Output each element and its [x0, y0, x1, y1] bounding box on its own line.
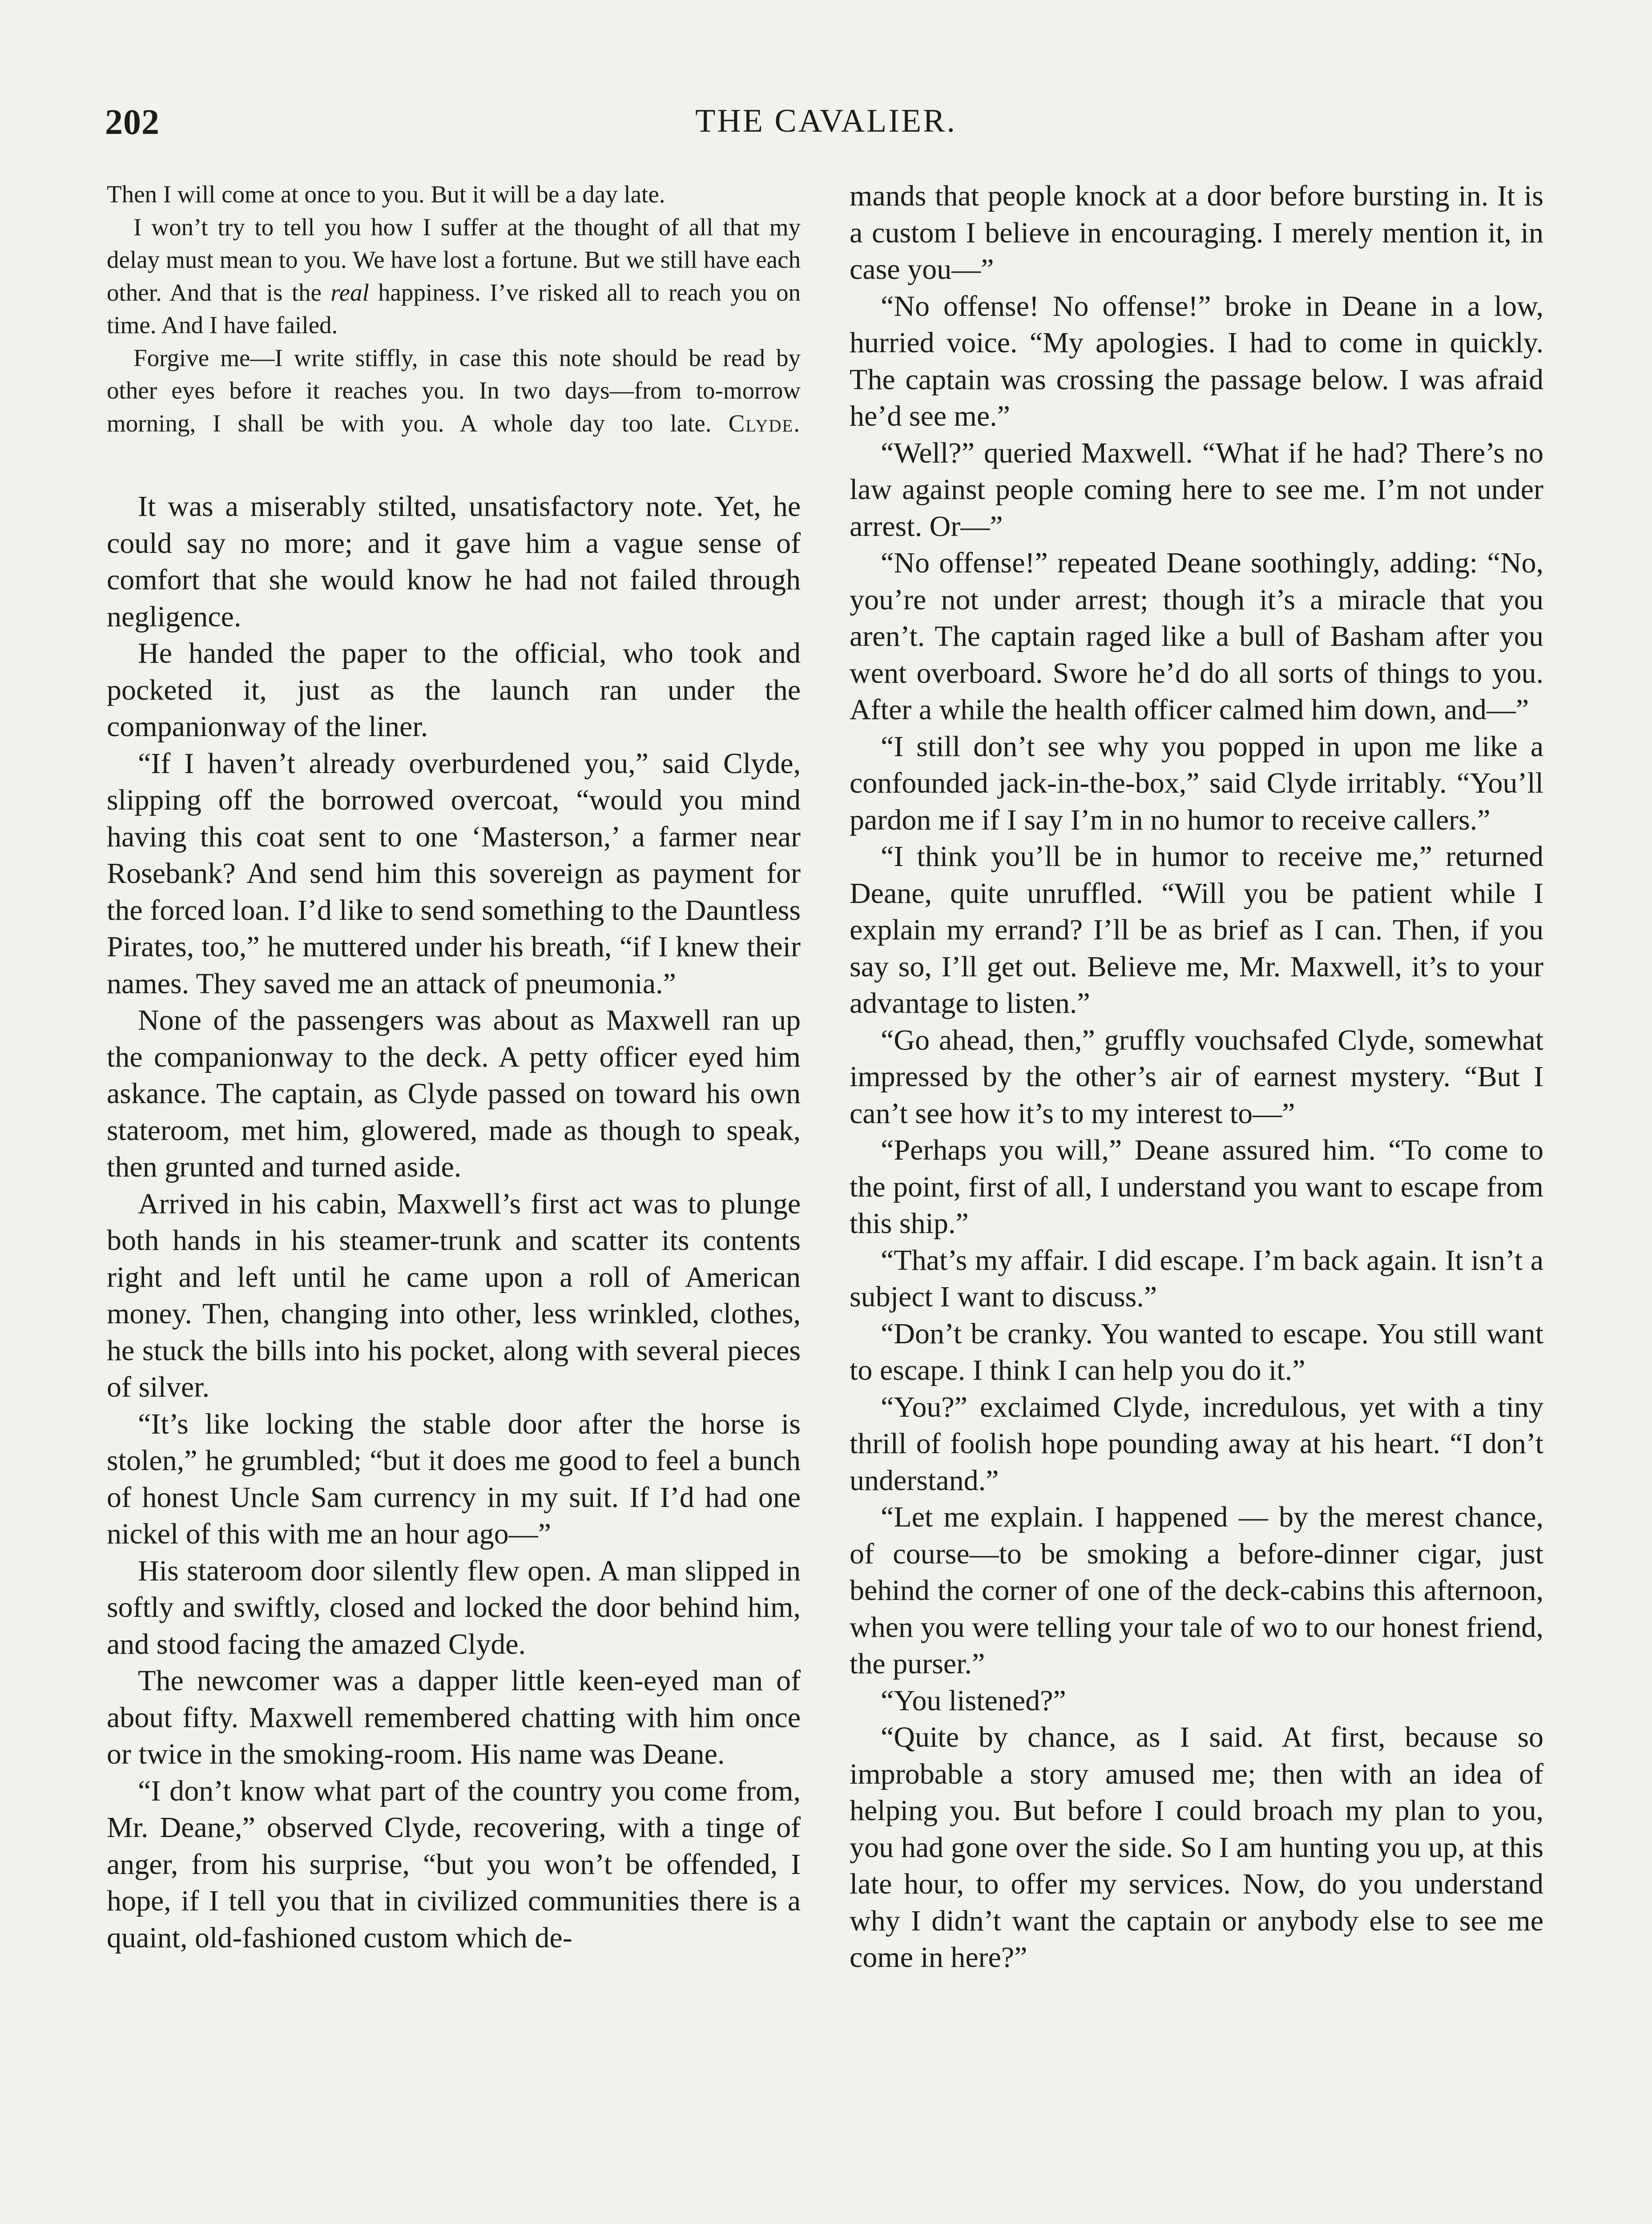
story-paragraph: “It’s like locking the stable door after the horse is stolen,” he grumbled; “but it does me good to feel a bunch of honest Uncle Sam currency in my suit. If I’d had one nickel of this with me an hour ago—” [107, 1407, 801, 1550]
story-paragraph: It was a miserably stilted, unsatisfactory note. Yet, he could say no more; and it gave him a vague sense of comfort that she would know he had not failed through negligence. [107, 490, 801, 633]
letter-signature: Clyde. [728, 409, 801, 437]
story-paragraph: “You listened?” [881, 1684, 1066, 1717]
story-paragraph: “Perhaps you will,” Deane assured him. “To come to the point, first of all, I understand you want to escape from this ship.” [850, 1134, 1543, 1240]
story-paragraph-continued: mands that people knock at a door before bursting in. It is a custom I believe in encouraging. I merely mention it, in case you—” [850, 180, 1543, 286]
story-paragraph: The newcomer was a dapper little keen-eyed man of about fifty. Maxwell remembered chatting with him once or twice in the smoking-room. His name was Deane. [107, 1664, 801, 1770]
story-paragraph: “Let me explain. I happened — by the merest chance, of course—to be smoking a before-dinner cigar, just behind the corner of one of the deck-cabins this afternoon, when you were telling your tale of wo to our honest friend, the purser.” [850, 1501, 1543, 1680]
running-head: THE CAVALIER. [695, 103, 957, 139]
story-paragraph: “That’s my affair. I did escape. I’m back again. It isn’t a subject I want to discuss.” [850, 1244, 1543, 1313]
story-paragraph: “Well?” queried Maxwell. “What if he had? There’s no law against people coming here to see me. I’m not under arrest. Or—” [850, 436, 1543, 543]
story-paragraph: “No offense! No offense!” broke in Deane in a low, hurried voice. “My apologies. I had to come in quickly. The captain was crossing the passage below. I was afraid he’d see me.” [850, 290, 1543, 432]
story-paragraph: “I still don’t see why you popped in upon me like a confounded jack-in-the-box,” said Clyde irritably. “You’ll pardon me if I say I’m in no humor to receive callers.” [850, 730, 1543, 836]
story-paragraph: Arrived in his cabin, Maxwell’s first act was to plunge both hands in his steamer-trunk and scatter its contents right and left until he came upon a roll of American money. Then, changing into other, less wrinkled, clothes, he stuck the bills into his pocket, along with several pieces of silver. [107, 1187, 801, 1403]
right-column [850, 178, 1543, 1976]
story-paragraph: “No offense!” repeated Deane soothingly, adding: “No, you’re not under arrest; though it’s a miracle that you aren’t. The captain raged like a bull of Basham after you went overboard. Swore he’d do all sorts of things to you. After a while the health officer calmed him down, and—” [850, 547, 1543, 726]
left-column [107, 178, 801, 1956]
letter-paragraph: I won’t try to tell you how I suffer at the thought of all that my delay must mean to you. We have lost a fortune. But we still have each other. And that is the real happiness. I’ve risked all to reach you on time. And I have failed. [107, 213, 801, 338]
story-paragraph: He handed the paper to the official, who took and pocketed it, just as the launch ran under the companionway of the liner. [107, 637, 801, 743]
story-paragraph: “Quite by chance, as I said. At first, because so improbable a story amused me; then with an idea of helping you. But before I could broach my plan to you, you had gone over the side. So I am hunting you up, at this late hour, to offer my services. Now, do you understand why I didn’t want the captain or anybody else to see me come in here?” [850, 1721, 1543, 1974]
story-paragraph: “You?” exclaimed Clyde, incredulous, yet with a tiny thrill of foolish hope pounding away at his heart. “I don’t understand.” [850, 1390, 1543, 1497]
page-number: 202 [105, 103, 160, 142]
emphasis-real: real [330, 278, 369, 306]
story-left [107, 488, 801, 1956]
story-paragraph: His stateroom door silently flew open. A man slipped in softly and swiftly, closed and locked the door behind him, and stood facing the amazed Clyde. [107, 1554, 801, 1660]
story-paragraph: None of the passengers was about as Maxwell ran up the companionway to the deck. A petty officer eyed him askance. The captain, as Clyde passed on toward his own stateroom, met him, glowered, made as though to speak, then grunted and turned aside. [107, 1004, 801, 1183]
letter-paragraph: Forgive me—I write stiffly, in case this note should be read by other eyes before it reaches you. In two days—from to-morrow morning, I shall be with you. A whole day too late. Clyde. [107, 344, 801, 437]
letter-paragraph: Then I will come at once to you. But it will be a day late. [107, 181, 665, 208]
story-paragraph: “I think you’ll be in humor to receive me,” returned Deane, quite unruffled. “Will you be patient while I explain my errand? I’ll be as brief as I can. Then, if you say so, I’ll get out. Believe me, Mr. Maxwell, it’s to your advantage to listen.” [850, 840, 1543, 1019]
story-paragraph: “I don’t know what part of the country you come from, Mr. Deane,” observed Clyde, recovering, with a tinge of anger, from his surprise, “but you won’t be offended, I hope, if I tell you that in civilized communities there is a quaint, old-fashioned custom which de- [107, 1774, 801, 1954]
story-right [850, 178, 1543, 1976]
story-paragraph: “If I haven’t already overburdened you,” said Clyde, slipping off the borrowed overcoat, “would you mind having this coat sent to one ‘Masterson,’ a farmer near Rosebank? And send him this sovereign as payment for the forced loan. I’d like to send something to the Dauntless Pirates, too,” he muttered under his breath, “if I knew their names. They saved me an attack of pneumonia.” [107, 747, 801, 1000]
story-paragraph: “Go ahead, then,” gruffly vouchsafed Clyde, somewhat impressed by the other’s air of earnest mystery. “But I can’t see how it’s to my interest to—” [850, 1023, 1543, 1130]
story-paragraph: “Don’t be cranky. You wanted to escape. You still want to escape. I think I can help you do it.” [850, 1317, 1543, 1386]
letter-block [107, 178, 801, 439]
